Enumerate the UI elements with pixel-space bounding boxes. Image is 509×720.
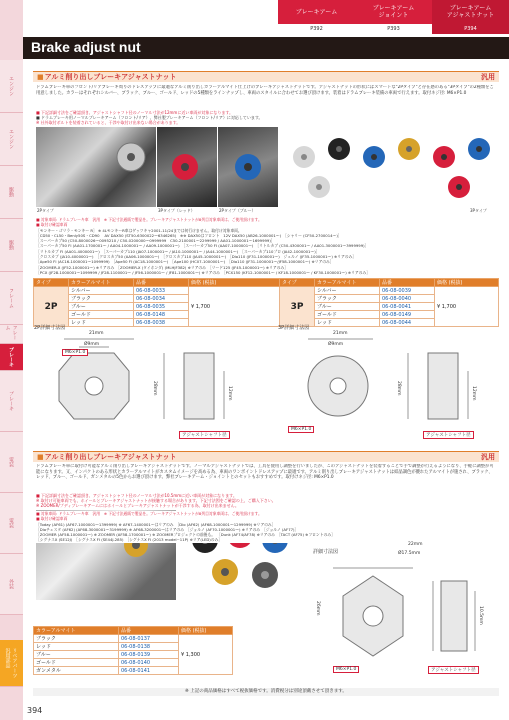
- thread-callout: M6×P1.0: [62, 349, 88, 356]
- sidebar-item-electric[interactable]: 電装: [0, 432, 23, 493]
- nut-image: [157, 127, 217, 207]
- color-cell: レッド: [69, 319, 134, 327]
- type-cell: 3P: [280, 287, 315, 327]
- price-table-2: [33, 626, 233, 675]
- type-cell: 2P: [34, 287, 69, 327]
- dim-inner: Ø9mm: [84, 342, 100, 347]
- color-cell: ガンメタル: [34, 667, 119, 675]
- code-cell: 06-08-0141: [119, 667, 179, 675]
- shaft-callout: アジャストシャフト径: [428, 666, 479, 674]
- tab-label: ブレーキアーム アジャストナット: [432, 0, 509, 24]
- price-cell: ¥ 1,700: [189, 287, 280, 327]
- col-header: タイプ: [280, 279, 315, 287]
- photo-caption: 3Pタイプ: [470, 208, 487, 213]
- fitment-list-1: [36, 217, 496, 275]
- color-cell: ゴールド: [34, 659, 119, 667]
- col-header: タイプ: [34, 279, 69, 287]
- dim-inner: Ø17.5mm: [398, 551, 421, 556]
- code-cell: 06-08-0038: [134, 319, 189, 327]
- color-cell: シルバー: [69, 287, 134, 295]
- fitment-line: ［スーパーカブ50 (C50-8000026〜0095210 / C50-0200000〜0999999 C50-2100001〜2299999 / AA01-1000001〜1699999)］: [36, 238, 275, 244]
- sidebar-item-drive-2[interactable]: 駆動: [0, 219, 23, 272]
- col-header: カラーアルマイト: [69, 279, 134, 287]
- col-header: 品番: [134, 279, 189, 287]
- color-cell: ブラック: [315, 295, 380, 303]
- fitment-line: ［PCX (JF28-1000001〜1099999 / JF28-1100001〜 / JF56-1000001〜 / JF81-1000001〜) ※リアのみ ［PCX150 (KF12-1000001〜 / KF18-1000001〜 / KF30-1000001〜) ※リアのみ］: [36, 269, 371, 275]
- section1-note: ■ 下記詳細寸法をご確認頂き、アジャストシャフト径のノーマル寸法が12mmに近い車両が対象になります。: [36, 110, 234, 115]
- title-bar: [23, 37, 509, 59]
- sidebar-item-engine-2[interactable]: エンジン: [0, 113, 23, 166]
- dim-depth: 12mm: [471, 386, 476, 401]
- code-cell: 06-08-0140: [119, 659, 179, 667]
- photo-caption: 2Pタイプ（ブルー）: [219, 208, 256, 213]
- col-header: 品番: [380, 279, 435, 287]
- color-cell: ブルー: [69, 303, 134, 311]
- photo-caption: 3Pタイプ（レッド）: [158, 208, 195, 213]
- tab-page: P392: [310, 26, 323, 32]
- photo-caption: 2Pタイプ: [37, 208, 54, 213]
- fitment-line: ［Today (AF61) (AF67-1000001〜1399999) ※ AF67-1400001〜はリアのみ ［Dio (AF62) (AF68-1000001〜1299999) ※リアのみ］: [36, 521, 276, 527]
- fitment-line: ［クロスカブ (JA10-4000001〜) ［クロスカブ50 (AA06-1000001〜) ［クロスカブ110 (JA45-1000001〜) ［Dio110 (JF31-1000001〜) ジェルノ (JF35-1000001〜) ※リアのみ］: [36, 254, 357, 260]
- color-cell: ゴールド: [69, 311, 134, 319]
- code-cell: 06-08-0035: [134, 303, 189, 311]
- thread-callout: M6×P1.0: [333, 666, 359, 673]
- tab-brake-arm-joint[interactable]: [355, 0, 432, 36]
- sidebar: [0, 0, 23, 720]
- color-cell: ブルー: [315, 303, 380, 311]
- section2-description: ドラムブレーキ車に取付け可能なアルミ削り出しブレーキアジャストナットです。ノーマルアジャストナットでは、工具を使用し調整を行いましたが、このアジャストナットを装着することで手で調整が行えるようになり、手軽に調整が可能になります。又、インパクトのある形状とカラーアルマイトがカスタムイメージを高める為、車両のワンポイントドレスアップに最適です。アルミ削り出しブレーキアジャストナットは結晶調色が優れたアルマイトが施され、ブラック、レッド、ブルー、ゴールド、ガンメタルの5色からお選び頂けます。弊社ブレーキアーム・ジョイントとのセットもおすすめです。取付けネジ径: M6×P1.0: [36, 464, 494, 481]
- top-tabs: [278, 0, 509, 36]
- section2-notes: [36, 493, 496, 509]
- section2-note: ※ ZOOMER/プディブレーキアームにはホイールとブレーキアジャストナットが干渉する為、取付け出来ません。: [36, 503, 239, 509]
- dim-width: 22mm: [408, 542, 423, 547]
- section1-header: [33, 71, 499, 82]
- sidebar-item-frame[interactable]: フレーム: [0, 272, 23, 325]
- diagram-2p: [34, 331, 259, 441]
- sidebar-item-drive[interactable]: 駆動: [0, 166, 23, 219]
- col-header: 価格 (税抜): [179, 627, 233, 635]
- fitment-line: ［ZOOMER (AF58-1000001〜) ※ ZOOMER (AF58-1700001〜) ※ ZOOMERプロジェクトの前後も。 ［Dunk (AF74/AF78) ※リアのみ ［TACT (AF75) ※フロントのみ］: [36, 532, 335, 538]
- diagram-3p-title: 3P詳細寸法図: [278, 325, 310, 331]
- dim-height: 28mm: [396, 381, 401, 396]
- footnote: ※ 上記の商品価格はすべて税抜価格です。消費税分は別途頂戴させて頂きます。: [33, 688, 499, 696]
- fitment-line: ［CD50・CL50・Benly50S・CD90 AV DAX50 (ST50-6300022〜6346265) ※※ DAX50はフロント 12V DAX50 (AB26-1000001〜) ［シャリー (CF50-2700014〜)］: [36, 232, 342, 238]
- section1-notes: [36, 110, 496, 126]
- tab-label: ブレーキアーム: [278, 0, 355, 24]
- fitment-line: ［Ape50 FI (AC16-1000001〜1099999) ［Ape50 FI (AC18-1000001〜) ［Ape100 (HC07-1000001〜) ［Dio110 (JF31-1000001〜/JF58-1000001〜) ※リアのみ］: [36, 259, 334, 265]
- diagram2-title: 詳細寸法図: [313, 549, 339, 555]
- tab-page: P394: [432, 24, 509, 34]
- product-photo: [157, 127, 217, 207]
- page-number: 394: [27, 706, 43, 715]
- fitment-line: ［ZOOMER-X (JF52-1000001〜) ※リアのみ ［ZOOMER-X (タイホンダ) (MLHJF382) ※リアのみ ［リード125 (JF45-1000001〜) ※リアのみ］: [36, 264, 289, 270]
- section2-header: [33, 451, 499, 462]
- fitment-line: ［Dioチェスタ (AF62) (AF68-3000001〜3199999) ※ AF68-3200001〜はリアのみ ［ジョルノ (AF70-1000001〜) ※リアのみ ［ジョルノ (AF77)］: [36, 526, 299, 532]
- price-cell: ¥ 1,300: [179, 635, 233, 675]
- col-header: 価格 (税抜): [189, 279, 280, 287]
- fitment-line: ［シグナスX (SE12J) ［シグナスX FI (SE44J-285) ［シグナスX FI (2013 model~11P) ※リア(LED)のみ］: [36, 537, 223, 543]
- dim-height: 28mm: [152, 381, 157, 396]
- diagram-2p-drawing: [34, 331, 259, 441]
- tab-page: P393: [387, 26, 400, 32]
- diagram-3p-drawing: [278, 331, 498, 441]
- shaft-callout: アジャストシャフト径: [179, 431, 230, 439]
- fitment-line: ［モンキー・ゴリラ・モンキー R］ ※ 4LモンキーR車はゲッツキャ2001-11/24までは何行けません。取付け対象車両。: [36, 227, 242, 233]
- fitment-line: ■ 対象車両: ドラムブレーキ車 汎用 ※ 下記寸法通販で製品を。ブレーキアジャストナットが8列目対象車両は、ご使用頂けます。: [36, 511, 262, 516]
- dim-depth: 12mm: [227, 386, 232, 401]
- section1-tag: 汎用: [481, 73, 495, 81]
- shaft-callout: アジャストシャフト径: [423, 431, 474, 439]
- sidebar-item-electric-2[interactable]: 電装: [0, 493, 23, 554]
- color-cell: レッド: [34, 643, 119, 651]
- nut-lineup-image: [279, 127, 499, 207]
- diagram-2p-title: 2P詳細寸法図: [34, 325, 66, 331]
- section2-heading: ■ アルミ削り出しブレーキアジャストナット: [37, 452, 177, 462]
- nut-image: [218, 127, 278, 207]
- section1-note: ■ ドラムブレーキ用ノーマルブレーキアーム（フロント/リア）、弊社製ブレーキアーム（フロント/リア）に対応しています。: [36, 115, 263, 121]
- color-cell: ブラック: [34, 635, 119, 643]
- code-cell: 06-08-0044: [380, 319, 435, 327]
- section2-tag: 汎用: [481, 453, 495, 461]
- fitment-list-2: [36, 511, 496, 543]
- section2-note: ■ 下記詳細寸法をご確認頂き、アジャストシャフト径のノーマル寸法が10.5mmに近い車両が対象になります。: [36, 493, 237, 498]
- color-cell: ゴールド: [315, 311, 380, 319]
- sidebar-item-repair-parts[interactable]: リペアパーツ 汎用部品: [0, 640, 23, 687]
- section1-heading: ■ アルミ削り出しブレーキアジャストナット: [37, 72, 177, 82]
- fitment-line: ■ 取付け確認車両: [36, 516, 68, 522]
- code-cell: 06-08-0034: [134, 295, 189, 303]
- thread-callout: M6×P1.0: [288, 426, 314, 433]
- code-cell: 06-08-0040: [380, 295, 435, 303]
- price-cell: ¥ 1,700: [435, 287, 499, 327]
- dim-width: 21mm: [333, 331, 348, 336]
- table-row: [34, 287, 499, 295]
- product-photo: [36, 127, 156, 207]
- code-cell: 06-08-0148: [134, 311, 189, 319]
- sidebar-item-frame-2[interactable]: フレーム: [0, 325, 23, 344]
- code-cell: 06-08-0149: [380, 311, 435, 319]
- fitment-line: ■ 取付け確認車両: [36, 222, 68, 228]
- section1-description: ドラムブレーキ車のフロント/リアブレーキ周りのドレスアップに最適なアルミ削り出しカラーアルマイト仕上げのブレーキアジャストナットです。アジャストナットの形状にはスマートな"2Pタイプ"と存在感のある"3Pタイプ"の2種類をご用意しました。カラーはそれぞれシルバー、ブラック、ブルー、ゴールド、レッドの5種類をラインナップし、車両のスタイルに合わせてお選び頂けます。装着はドラムブレーキ装備の車両で行えます。取付ネジ径: M6×P1.0: [36, 85, 494, 96]
- sidebar-item-brake-2[interactable]: ブレーキ: [0, 371, 23, 432]
- dim-height: 26mm: [315, 601, 320, 616]
- color-cell: ブルー: [34, 651, 119, 659]
- table-header: [34, 627, 233, 635]
- dim-depth: 10.5mm: [478, 606, 483, 625]
- nut-image: [36, 127, 156, 207]
- col-header: 品番: [119, 627, 179, 635]
- color-cell: レッド: [315, 319, 380, 327]
- dim-width: 21mm: [89, 331, 104, 336]
- code-cell: 06-08-0033: [134, 287, 189, 295]
- table-header: [34, 279, 499, 287]
- diagram-3p: [278, 331, 498, 441]
- fitment-line: ■ 対象車両: ドラムブレーキ車 汎用 ※ 下記寸法通販で製品を。ブレーキアジャストナットが8列目対象車両は、ご使用頂けます。: [36, 217, 262, 222]
- sidebar-item-brake[interactable]: ブレーキ: [0, 344, 23, 371]
- col-header: カラーアルマイト: [34, 627, 119, 635]
- diagram-2-drawing: [313, 556, 499, 676]
- col-header: 価格 (税抜): [435, 279, 499, 287]
- tab-brake-arm[interactable]: [278, 0, 355, 36]
- table-row: [34, 635, 233, 643]
- sidebar-item-exterior[interactable]: 外装: [0, 554, 23, 615]
- fitment-line: ［リトルカブ FI (AA01-4000001〜) ［スーパーカブ110 (JA07-1000001〜 / JA10-1000001〜 / JA44-1000001〜) ［スーパーカブ110プロ (JA42-1000001〜)］: [36, 248, 320, 254]
- code-cell: 06-08-0041: [380, 303, 435, 311]
- code-cell: 06-08-0137: [119, 635, 179, 643]
- tab-brake-arm-adjust-nut[interactable]: [432, 0, 509, 36]
- section1-note: ※ 社外取付ボルトを装着されていると、干渉や取付け出来ない場合があります。: [36, 120, 181, 126]
- color-cell: シルバー: [315, 287, 380, 295]
- code-cell: 06-08-0039: [380, 287, 435, 295]
- dim-inner: Ø9mm: [328, 342, 344, 347]
- product-photo: [218, 127, 278, 207]
- tab-label: ブレーキアーム ジョイント: [355, 0, 432, 24]
- color-cell: ブラック: [69, 295, 134, 303]
- price-table-1: [33, 278, 499, 327]
- sidebar-item-engine[interactable]: エンジン: [0, 60, 23, 113]
- section2-note: ※ 取付け可能車両でも、ホイールとブレーキアジャストナットが接触する場合があります。下記寸法図をご確認の上、ご購入下さい。: [36, 498, 276, 504]
- page-title: Brake adjust nut: [31, 39, 141, 55]
- fitment-line: ［スーパーカブ50 FI (AA01-1700001〜 / AA04-1000001〜 / AA09-1000001〜) ［スーパーカブ50 FI (AA07-1000001〜) ［リトルカブ (C50-4300001〜 / AA01-3000001〜3999999)］: [36, 243, 369, 249]
- code-cell: 06-08-0139: [119, 651, 179, 659]
- col-header: カラーアルマイト: [315, 279, 380, 287]
- product-photo-lineup: [279, 127, 499, 207]
- code-cell: 06-08-0138: [119, 643, 179, 651]
